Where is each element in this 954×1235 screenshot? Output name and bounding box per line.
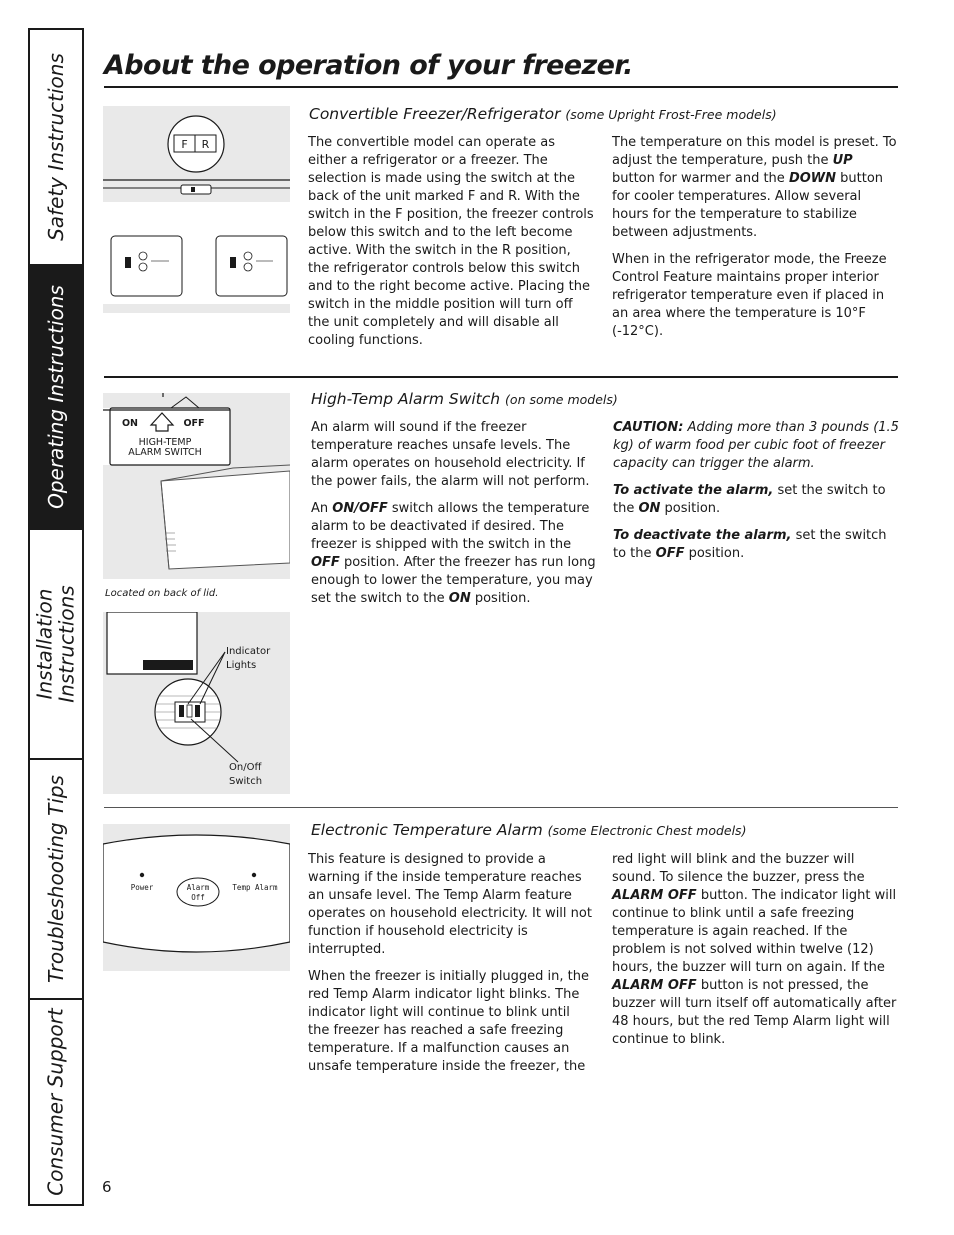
electronic-alarm-text-column-2 bbox=[612, 851, 898, 1058]
paragraph: When in the refrigerator mode, the Freeze Control Feature maintains proper interior refrigerator temperature even if placed in an area where the temperature is 10°F (-12°C). bbox=[612, 252, 887, 339]
alarm-switch-off-label: OFF bbox=[183, 418, 205, 429]
section-subtitle: (on some models) bbox=[505, 392, 618, 407]
tab-consumer-support[interactable] bbox=[30, 1000, 82, 1204]
paragraph: An alarm will sound if the freezer temperature reaches unsafe levels. The alarm operates on household electricity. If the power fails, the alarm will not perform. bbox=[311, 420, 590, 489]
tab-operating-instructions[interactable] bbox=[30, 266, 82, 530]
switch-label-r: R bbox=[201, 138, 210, 151]
section-divider bbox=[104, 807, 898, 808]
high-temp-label: HIGH-TEMP bbox=[138, 437, 192, 448]
high-temp-alarm-illustration bbox=[103, 393, 290, 579]
indicator-lights-illustration bbox=[103, 612, 290, 794]
section-title: High-Temp Alarm Switch bbox=[311, 390, 501, 408]
onoff-switch-callout-line1: On/Off bbox=[229, 762, 262, 773]
title-divider bbox=[104, 86, 898, 88]
section-tabs bbox=[28, 28, 84, 1206]
convertible-text-column-2 bbox=[612, 134, 898, 350]
activate-paragraph: To activate the alarm, set the switch to the ON position. bbox=[613, 483, 886, 516]
paragraph: The convertible model can operate as either a refrigerator or a freezer. The selection is made using the switch at the back of the unit marked F and R. With the switch in the F position, the freezer controls below this switch and to the left become active. With the switch in the R position, the refrigerator controls below this switch and to the right become active. Placing the switch in the middle position will turn off the unit completely and will disable all cooling functions. bbox=[308, 135, 594, 348]
convertible-freezer-heading bbox=[309, 105, 777, 123]
paragraph: This feature is designed to provide a warning if the inside temperature reaches an unsafe level. The Temp Alarm feature operates on household electricity. It will not function if household electricity is interrupted. bbox=[308, 852, 592, 957]
section-subtitle: (some Upright Frost-Free models) bbox=[565, 107, 777, 122]
tab-troubleshooting-tips[interactable] bbox=[30, 760, 82, 1000]
section-subtitle: (some Electronic Chest models) bbox=[547, 823, 747, 838]
onoff-switch-callout-line2: Switch bbox=[229, 776, 263, 787]
section-title: Electronic Temperature Alarm bbox=[311, 821, 543, 839]
tab-safety-instructions[interactable] bbox=[30, 30, 82, 266]
temp-alarm-indicator-label: Temp Alarm bbox=[232, 883, 278, 892]
convertible-freezer-illustration bbox=[103, 106, 290, 313]
electronic-temp-alarm-illustration bbox=[103, 824, 290, 971]
alarm-switch-label: ALARM SWITCH bbox=[128, 447, 202, 458]
section-title: Convertible Freezer/Refrigerator bbox=[309, 105, 561, 123]
electronic-temp-alarm-heading bbox=[311, 821, 746, 839]
tab-label: Installation Instructions bbox=[33, 585, 79, 703]
electronic-alarm-text-column-1 bbox=[308, 851, 594, 1085]
tab-label: Operating Instructions bbox=[44, 285, 68, 509]
indicator-lights-callout-line2: Lights bbox=[226, 660, 257, 671]
tab-installation-instructions[interactable] bbox=[30, 530, 82, 760]
section-divider bbox=[104, 376, 898, 378]
paragraph: The temperature on this model is preset. To adjust the temperature, push the UP button for warmer and the DOWN button for cooler temperatures. Allow several hours for the temperature to stabilize between adjustments. bbox=[612, 135, 897, 240]
high-temp-alarm-heading bbox=[311, 390, 618, 408]
paragraph: An ON/OFF switch allows the temperature alarm to be deactivated if desired. The freezer is shipped with the switch in the OFF position. After the freezer has run long enough to lower the temperature, you may set the switch to the ON position. bbox=[311, 501, 596, 606]
high-temp-text-column-1 bbox=[311, 419, 597, 617]
tab-label: Safety Instructions bbox=[44, 53, 69, 241]
tab-label: Consumer Support bbox=[44, 1008, 68, 1196]
paragraph: red light will blink and the buzzer will sound. To silence the buzzer, press the ALARM OFF button. The indicator light will continue to blink until a safe freezing temperature is again reached. If the problem is not solved within twelve (12) hours, the buzzer will turn on again. If the ALARM OFF button is not pressed, the buzzer will turn itself off automatically after 48 hours, but the red Temp Alarm light will continue to blink. bbox=[612, 852, 897, 1047]
alarm-switch-on-label: ON bbox=[121, 418, 139, 429]
power-indicator-label: Power bbox=[130, 883, 154, 892]
tab-label: Troubleshooting Tips bbox=[44, 775, 69, 983]
page-number: 6 bbox=[102, 1178, 112, 1196]
fr-switch-diagram bbox=[103, 106, 290, 313]
convertible-text-column-1 bbox=[308, 134, 594, 359]
caution-paragraph: CAUTION: Adding more than 3 pounds (1.5 kg) of warm food per cubic foot of freezer capacity can trigger the alarm. bbox=[613, 420, 899, 471]
alarm-location-caption: Located on back of lid. bbox=[105, 588, 219, 599]
switch-label-f: F bbox=[181, 138, 188, 151]
alarm-off-button-label-line1: Alarm bbox=[186, 883, 210, 892]
paragraph: When the freezer is initially plugged in, the red Temp Alarm indicator light blinks. The indicator light will continue to blink until the freezer has reached a safe freezing temperature. If a malfunction causes an unsafe temperature inside the freezer, the bbox=[308, 969, 590, 1074]
deactivate-paragraph: To deactivate the alarm, set the switch to the OFF position. bbox=[613, 528, 887, 561]
page-title: About the operation of your freezer. bbox=[104, 50, 633, 81]
alarm-off-button-label-line2: Off bbox=[191, 893, 205, 902]
high-temp-text-column-2 bbox=[613, 419, 899, 572]
indicator-lights-callout-line1: Indicator bbox=[226, 646, 271, 657]
